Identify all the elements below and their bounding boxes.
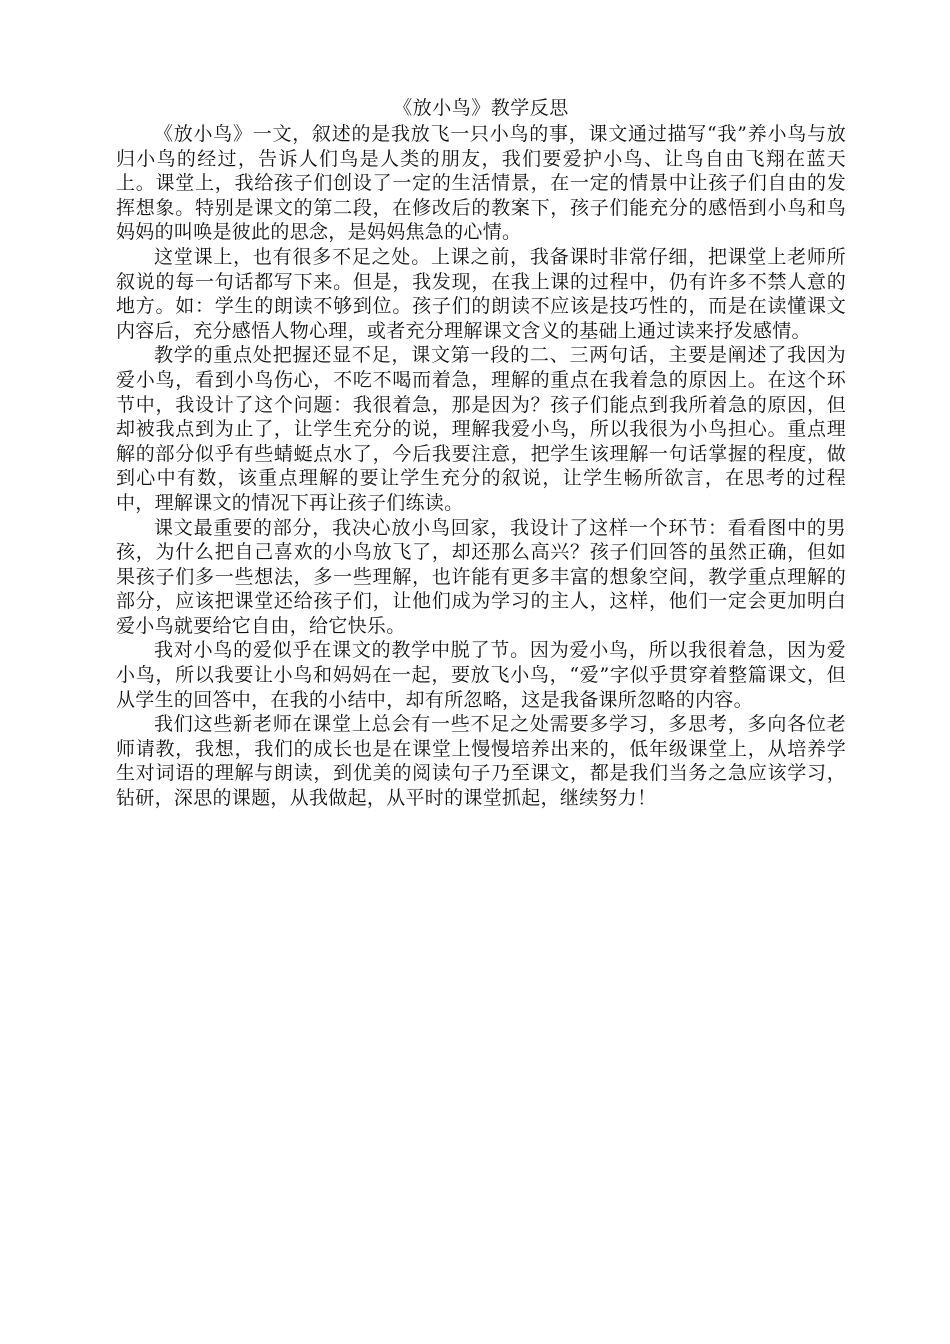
document-title: 《放小鸟》教学反思 [393, 97, 569, 119]
paragraph-1: 《放小鸟》一文，叙述的是我放飞一只小鸟的事，课文通过描写“我”养小鸟与放归小鸟的经过，告诉人们鸟是人类的朋友，我们要爱护小鸟、让鸟自由飞翔在蓝天上。课堂上，我给孩子们创设了一定的生活情景，在一定的情景中让孩子们自由的发挥想象。特别是课文的第二段，在修改后的教案下，孩子们能充分的感悟到小鸟和鸟妈妈的叫唤是彼此的思念，是妈妈焦急的心情。 [116, 123, 846, 244]
paragraph-4: 课文最重要的部分，我决心放小鸟回家，我设计了这样一个环节：看看图中的男孩，为什么把自己喜欢的小鸟放飞了，却还那么高兴？孩子们回答的虽然正确，但如果孩子们多一些想法，多一些理解，也许能有更多丰富的想象空间，教学重点理解的部分，应该把课堂还给孩子们，让他们成为学习的主人，这样，他们一定会更加明白爱小鸟就要给它自由，给它快乐。 [116, 516, 846, 637]
paragraph-2: 这堂课上，也有很多不足之处。上课之前，我备课时非常仔细，把课堂上老师所叙说的每一句话都写下来。但是，我发现，在我上课的过程中，仍有许多不禁人意的地方。如：学生的朗读不够到位。孩子们的朗读不应该是技巧性的，而是在读懂课文内容后，充分感悟人物心理，或者充分理解课文含义的基础上通过读来抒发感情。 [116, 245, 846, 342]
paragraph-3: 教学的重点处把握还显不足，课文第一段的二、三两句话，主要是阐述了我因为爱小鸟，看到小鸟伤心，不吃不喝而着急，理解的重点在我着急的原因上。在这个环节中，我设计了这个问题：我很着急，那是因为？孩子们能点到我所着急的原因，但却被我点到为止了，让学生充分的说，理解我爱小鸟，所以我很为小鸟担心。重点理解的部分似乎有些蜻蜓点水了，今后我要注意，把学生该理解一句话掌握的程度，做到心中有数，该重点理解的要让学生充分的叙说，让学生畅所欲言，在思考的过程中，理解课文的情况下再让孩子们练读。 [116, 344, 846, 514]
paragraph-6: 我们这些新老师在课堂上总会有一些不足之处需要多学习，多思考，多向各位老师请教，我想，我们的成长也是在课堂上慢慢培养出来的，低年级课堂上，从培养学生对词语的理解与朗读，到优美的阅读句子乃至课文，都是我们当务之急应该学习，钻研，深思的课题，从我做起，从平时的课堂抓起，继续努力！ [116, 713, 846, 810]
paragraph-5: 我对小鸟的爱似乎在课文的教学中脱了节。因为爱小鸟，所以我很着急，因为爱小鸟，所以我要让小鸟和妈妈在一起，要放飞小鸟，“爱”字似乎贯穿着整篇课文，但从学生的回答中，在我的小结中，却有所忽略，这是我备课所忽略的内容。 [116, 639, 846, 711]
document-page [116, 96, 846, 811]
